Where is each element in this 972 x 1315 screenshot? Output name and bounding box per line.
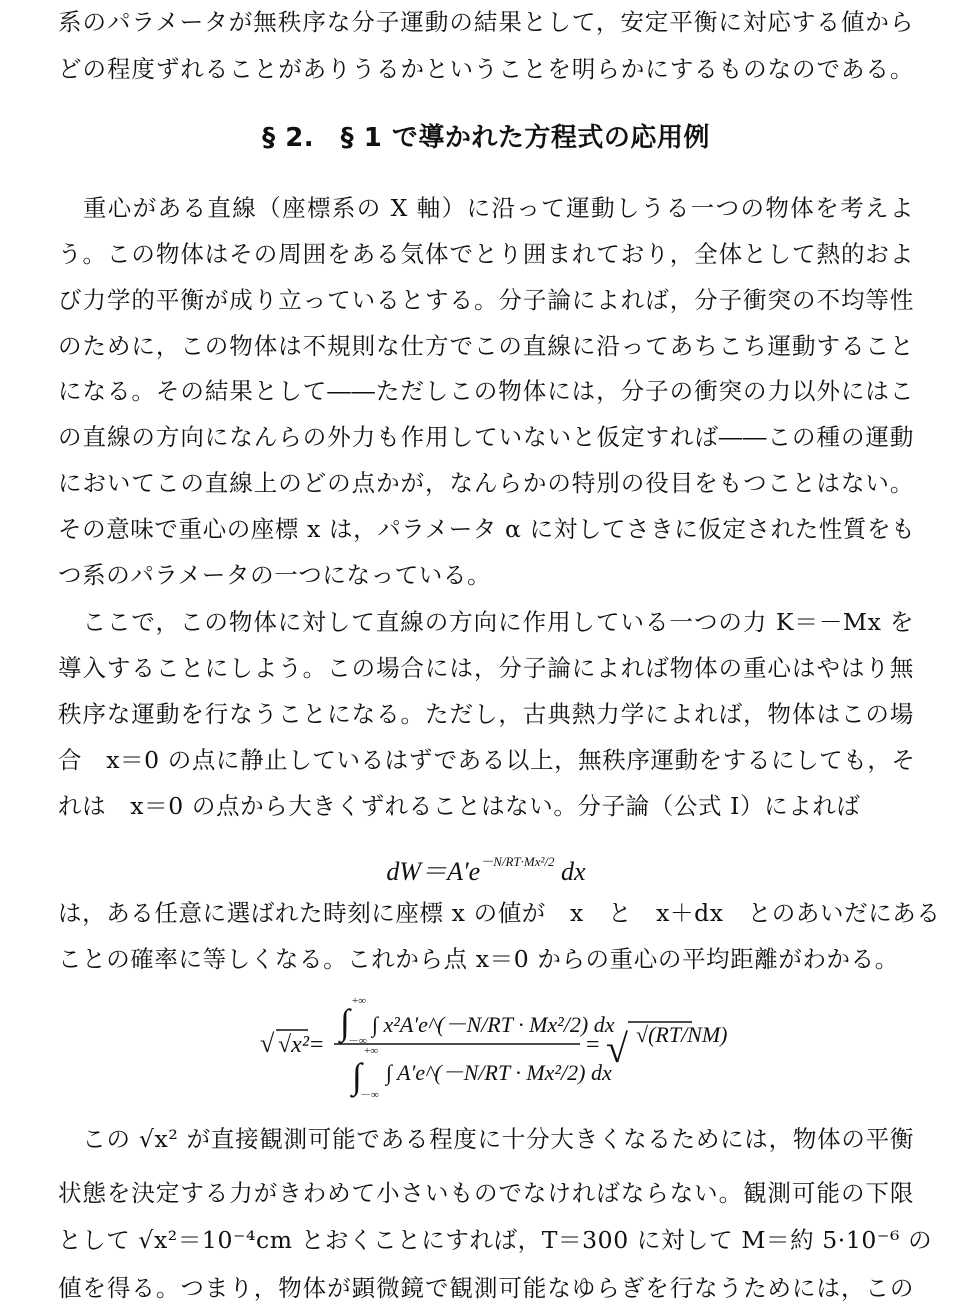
text-line: び力学的平衡が成り立っているとする。分子論によれば，分子衝突の不均等性 xyxy=(58,286,914,314)
text-line: つ系のパラメータの一つになっている。 xyxy=(58,561,492,589)
text-line: ことの確率に等しくなる。これから点 x＝0 からの重心の平均距離がわかる。 xyxy=(58,945,899,973)
numerator: ∫ x²A′e^(－N/RT · Mx²/2) dx xyxy=(372,1012,615,1037)
upper-limit: +∞ xyxy=(352,995,367,1007)
lower-limit: －∞ xyxy=(348,1035,367,1047)
text-line: ここで，この物体に対して直線の方向に作用している一つの力 K＝－Mx を xyxy=(58,608,914,636)
text-line: 重心がある直線（座標系の X 軸）に沿って運動しうる一つの物体を考えよ xyxy=(58,194,914,222)
text-line: どの程度ずれることがありうるかということを明らかにするものなのである。 xyxy=(58,55,914,83)
text-line: 値を得る。つまり，物体が顕微鏡で観測可能なゆらぎを行なうためには，この xyxy=(58,1274,914,1302)
result: √(RT/NM) xyxy=(636,1022,728,1047)
text-line: 導入することにしよう。この場合には，分子論によれば物体の重心はやはり無 xyxy=(58,654,914,682)
text-line: は，ある任意に選ばれた時刻に座標 x の値が x と x＋dx とのあいだにある xyxy=(58,899,941,927)
text-line: として √x²＝10⁻⁴cm とおくことにすれば，T＝300 に対して M＝約 5·10⁻⁶ の xyxy=(58,1226,933,1254)
svg-text:√: √ xyxy=(606,1026,628,1071)
section-heading: § 2. § 1 で導かれた方程式の応用例 xyxy=(262,123,710,153)
equation-dw xyxy=(0,842,972,892)
text-line: 状態を決定する力がきわめて小さいものでなければならない。観測可能の下限 xyxy=(58,1179,914,1207)
lhs-sqrt-sign: √ xyxy=(260,1029,275,1058)
equation-mean-distance-graphic xyxy=(256,992,728,1102)
denominator: ∫ A′e^(－N/RT · Mx²/2) dx xyxy=(386,1060,612,1085)
lhs-symbol: √x² xyxy=(278,1032,310,1058)
text-line: においてこの直線上のどの点かが，なんらかの特別の役目をもつことはない。 xyxy=(58,469,914,497)
svg-text:=: = xyxy=(586,1032,600,1058)
text-line: のために，この物体は不規則な仕方でこの直線に沿ってあちこち運動すること xyxy=(58,332,914,360)
svg-text:∫: ∫ xyxy=(340,1002,350,1042)
text-line: その意味で重心の座標 x は，パラメータ α に対してさきに仮定された性質をも xyxy=(58,515,916,543)
equation-lhs: dW＝A′e xyxy=(386,857,481,886)
text-line: 秩序な運動を行なうことになる。ただし，古典熱力学によれば，物体はこの場 xyxy=(58,700,914,728)
svg-text:－∞: －∞ xyxy=(360,1089,379,1101)
svg-text:+∞: +∞ xyxy=(364,1045,379,1057)
equation-rhs: dx xyxy=(554,857,586,886)
svg-text:∫: ∫ xyxy=(352,1056,362,1096)
text-line: の直線の方向になんらの外力も作用していないと仮定すれば――この種の運動 xyxy=(58,423,914,451)
text-line: 系のパラメータが無秩序な分子運動の結果として，安定平衡に対応する値から xyxy=(58,8,914,36)
equation-exponent: －N/RT·Mx²/2 xyxy=(480,854,555,869)
text-line: この √x² が直接観測可能である程度に十分大きくなるためには，物体の平衡 xyxy=(58,1125,914,1153)
text-line: になる。その結果として――ただしこの物体には，分子の衝突の力以外にはこ xyxy=(58,377,914,405)
text-line: れは x＝0 の点から大きくずれることはない。分子論（公式 I）によれば xyxy=(58,792,861,820)
equation-mean-distance xyxy=(256,992,728,1102)
text-line: う。この物体はその周囲をある気体でとり囲まれており，全体として熱的およ xyxy=(58,240,914,268)
text-line: 合 x＝0 の点に静止しているはずである以上，無秩序運動をするにしても，そ xyxy=(58,746,916,774)
svg-text:=: = xyxy=(310,1032,324,1058)
